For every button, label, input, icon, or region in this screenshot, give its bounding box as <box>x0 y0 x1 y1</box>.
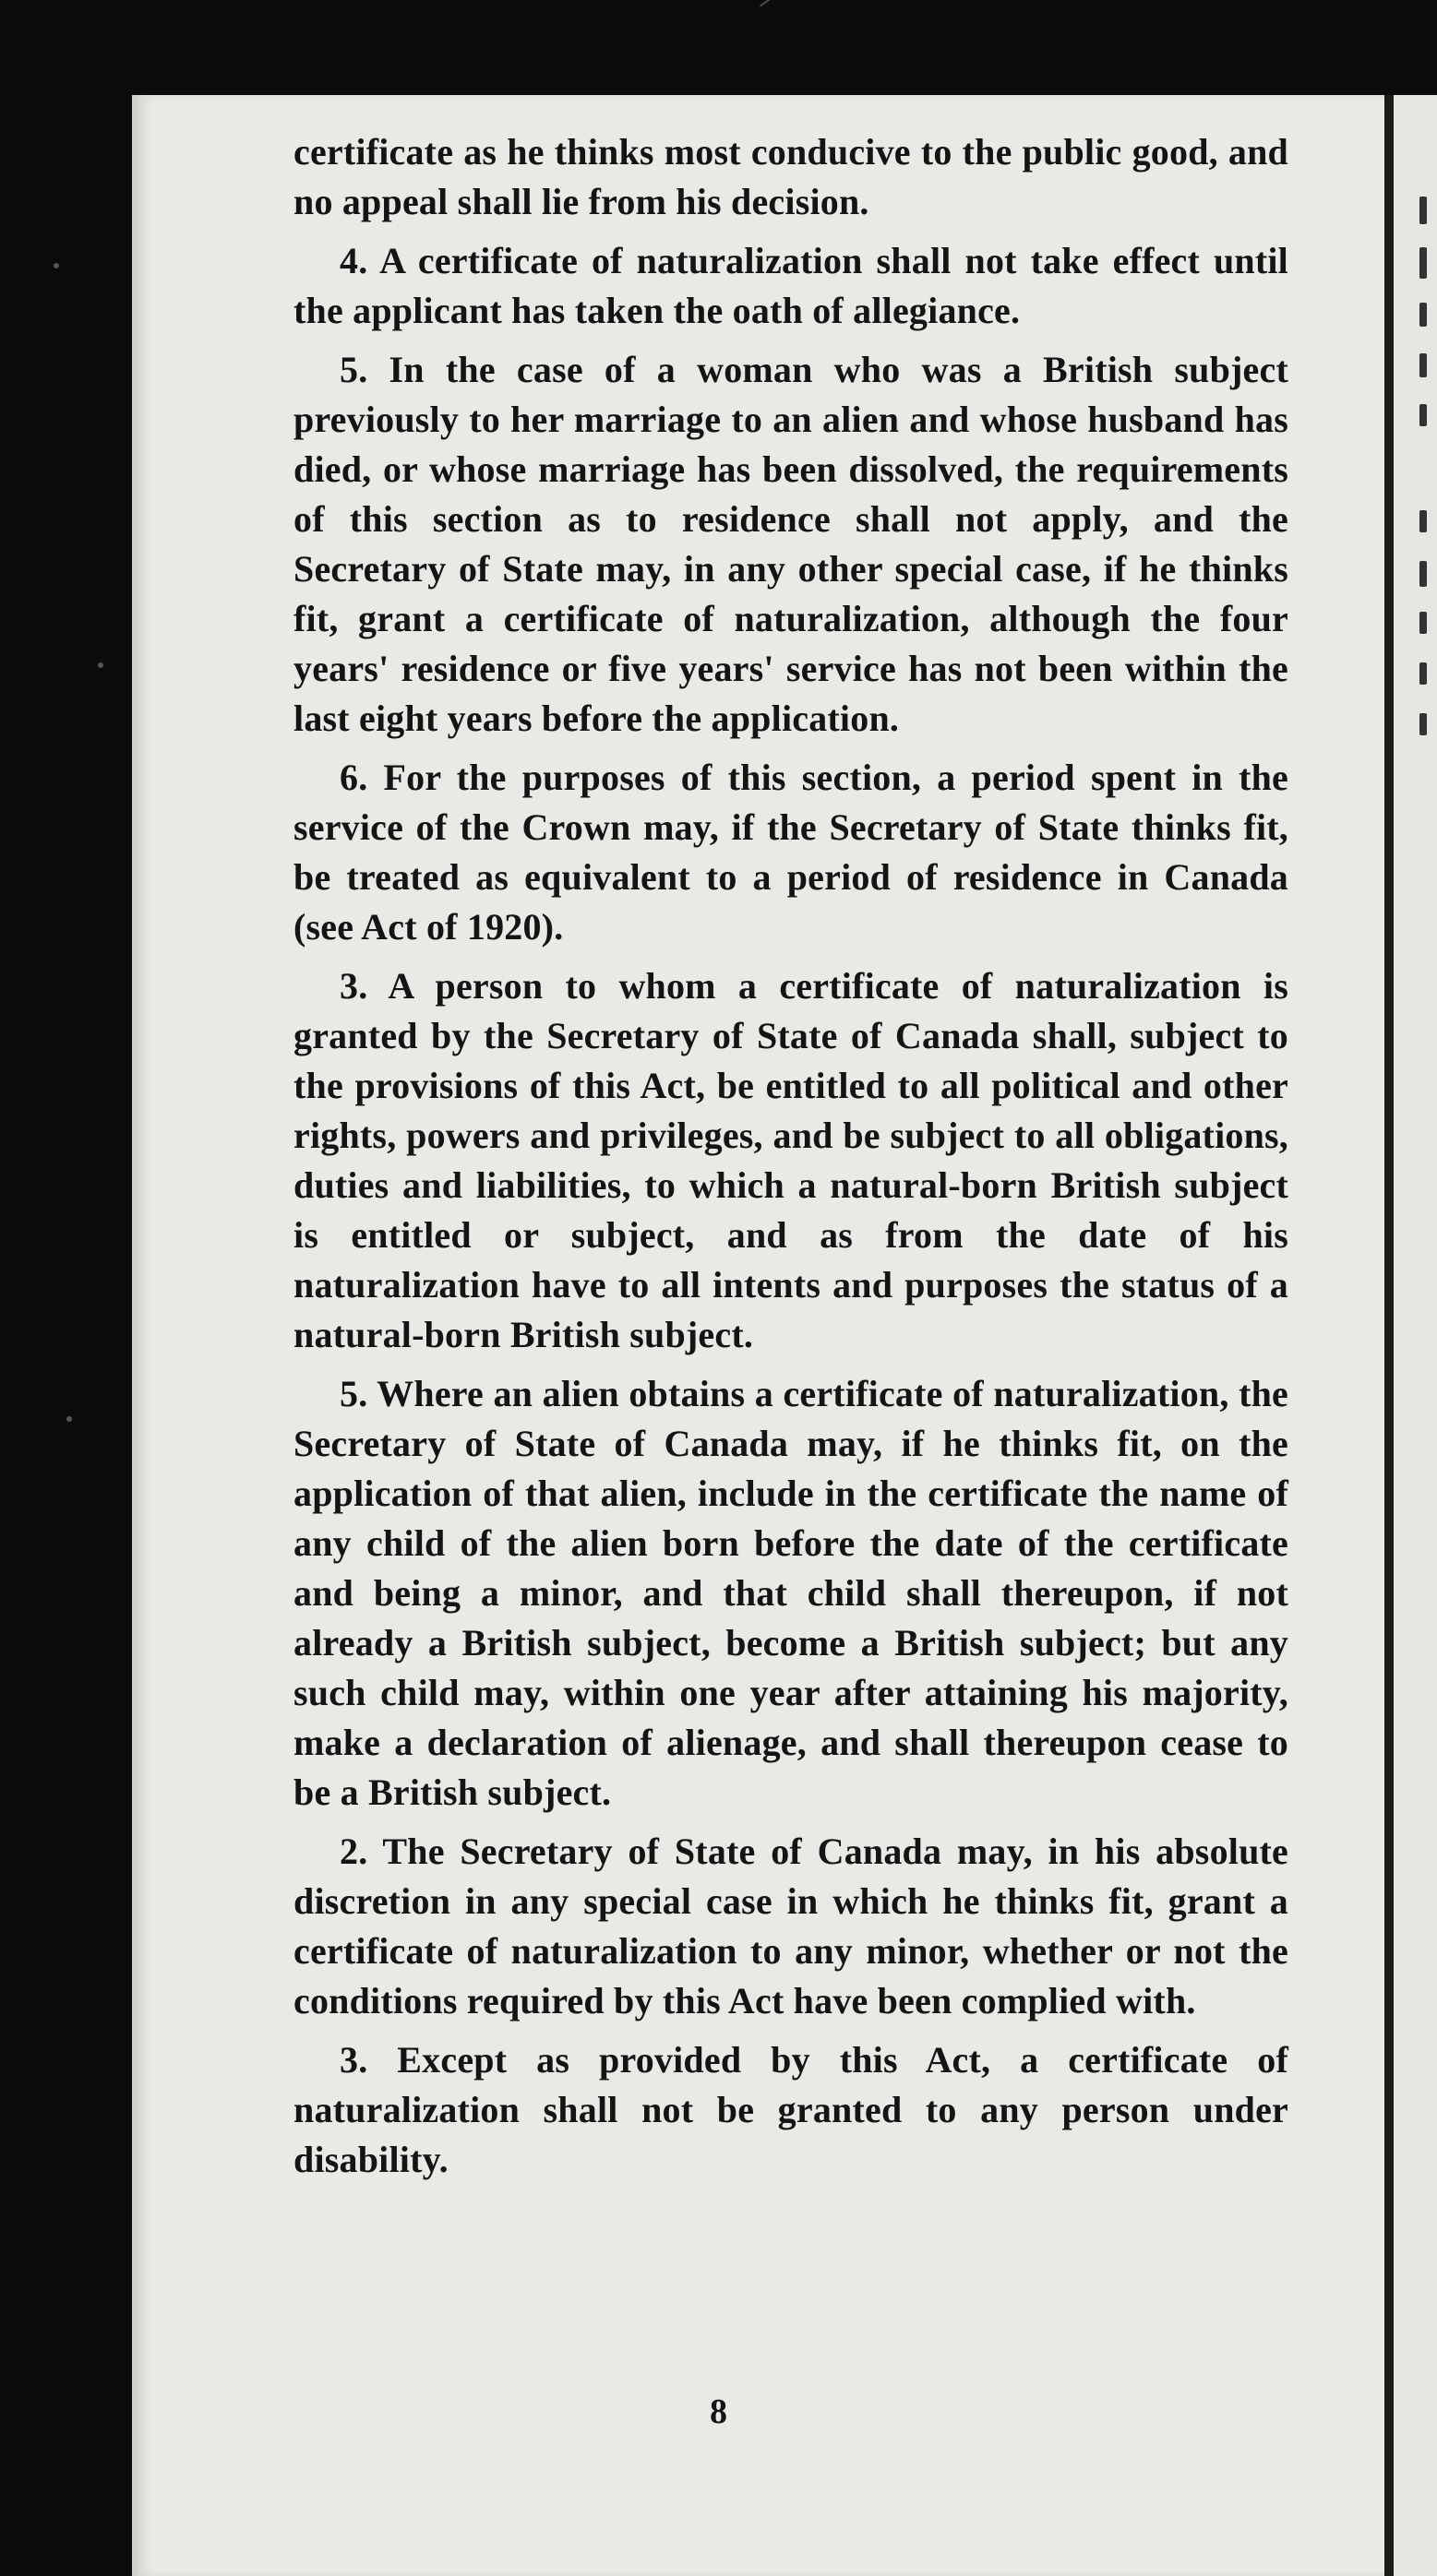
paragraph-section-3: 3. A person to whom a certificate of naturalization is granted by the Secretary of State of Canada shall, subject to the provisions of this Act, be entitled to all political and other rights, powers and privileges, and be subject to all obligations, duties and liabilities, to which a natural-born British subject is entitled or subject, and as from the date of his naturalization have to all intents and purposes the status of a natural-born British subject. <box>293 965 1288 1355</box>
adjacent-text-fragment <box>1419 353 1427 377</box>
paragraph-subsection-3: 3. Except as provided by this Act, a certificate of naturalization shall not be granted to any person under disability. <box>293 2039 1288 2180</box>
paragraph-continuation: certificate as he thinks most conducive to the public good, and no appeal shall lie from his decision. <box>293 131 1288 222</box>
paragraph-subsection-5: 5. In the case of a woman who was a British subject previously to her marriage to an alien and whose husband has died, or whose marriage has been dissolved, the requirements of this section as to residence shall not apply, and the Secretary of State may, in any other special case, if he thinks fit, grant a certificate of naturalization, although the four years' residence or five years' service has not been within the last eight years before the application. <box>293 349 1288 739</box>
page-gutter <box>1384 95 1394 2576</box>
scan-speck <box>66 1416 72 1422</box>
page-number: 8 <box>710 2392 727 2431</box>
paragraph-section-5: 5. Where an alien obtains a certificate of naturalization, the Secretary of State of Canada may, if he thinks fit, on the application of that alien, include in the certificate the name of any child of the alien born before the date of the certificate and being a minor, and that child shall thereupon, if not already a British subject, become a British subject; but any such child may, within one year after attaining his majority, make a declaration of alienage, and shall thereupon cease to be a British subject. <box>293 1373 1288 1813</box>
adjacent-text-fragment <box>1419 303 1427 327</box>
adjacent-text-fragment <box>1419 713 1427 735</box>
scan-mark <box>760 0 798 32</box>
adjacent-text-fragment <box>1419 197 1427 224</box>
adjacent-text-fragment <box>1419 662 1427 685</box>
body-text <box>293 127 1288 2194</box>
adjacent-text-fragment <box>1419 612 1427 634</box>
paragraph-subsection-4: 4. A certificate of naturalization shall not take effect until the applicant has taken the oath of allegiance. <box>293 240 1288 331</box>
adjacent-page-edge <box>1394 95 1437 2576</box>
paragraph-subsection-2: 2. The Secretary of State of Canada may, in his absolute discretion in any special case in which he thinks fit, grant a certificate of naturalization to any minor, whether or not the conditions required by this Act have been complied with. <box>293 1831 1288 2021</box>
scan-speck <box>98 662 103 668</box>
scan-speck <box>54 263 59 268</box>
adjacent-text-fragment <box>1419 404 1427 426</box>
adjacent-text-fragment <box>1419 561 1427 587</box>
adjacent-text-fragment <box>1419 247 1427 279</box>
adjacent-text-fragment <box>1419 510 1427 532</box>
paragraph-subsection-6: 6. For the purposes of this section, a period spent in the service of the Crown may, if the Secretary of State thinks fit, be treated as equivalent to a period of residence in Canada (see Act of 1920). <box>293 757 1288 948</box>
